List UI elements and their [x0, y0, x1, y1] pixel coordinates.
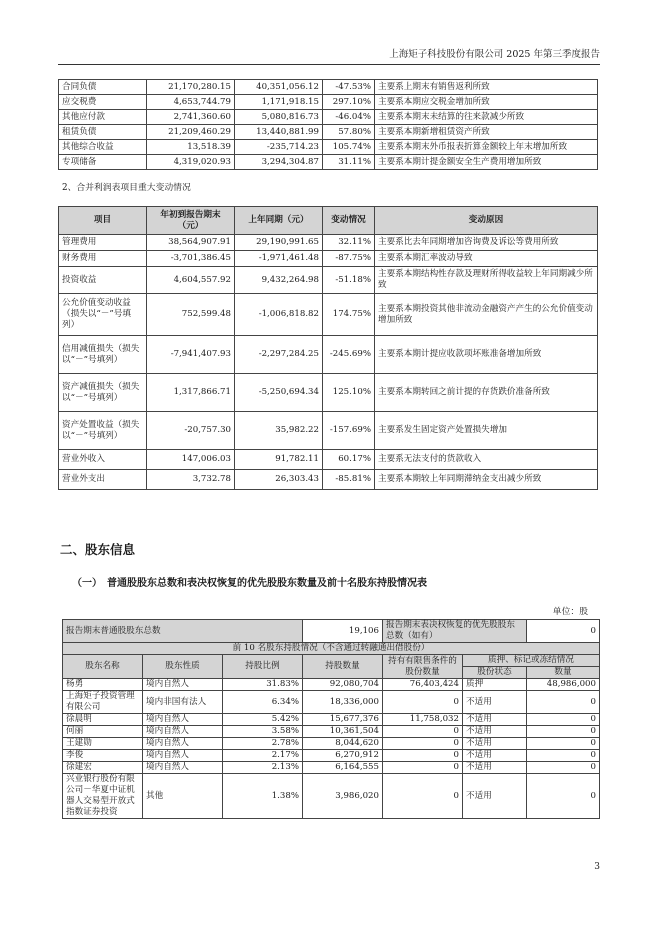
- shareholder-nature: 境内自然人: [143, 738, 223, 750]
- row-current-value: 4,319,020.93: [147, 155, 235, 170]
- shareholder-pledge-status: 质押: [463, 679, 527, 691]
- row-reason: 主要系上期末有销售返利所致: [375, 80, 598, 95]
- shareholder-pledge-amount: 0: [527, 738, 600, 750]
- row-change: -51.18%: [323, 267, 375, 294]
- shareholder-ratio: 5.42%: [223, 714, 303, 726]
- row-reason: 主要系本期计提应收款项坏账准备增加所致: [375, 336, 598, 374]
- row-change: 174.75%: [323, 294, 375, 336]
- shareholder-restricted: 0: [383, 762, 463, 774]
- row-prior-value: 13,440,881.99: [235, 125, 323, 140]
- shareholder-pledge-amount: 0: [527, 762, 600, 774]
- income-header-change: 变动情况: [323, 207, 375, 235]
- shareholder-pledge-status: 不适用: [463, 691, 527, 714]
- shareholder-nature: 境内自然人: [143, 714, 223, 726]
- row-current-value: 21,170,280.15: [147, 80, 235, 95]
- income-header-reason: 变动原因: [375, 207, 598, 235]
- shareholder-nature: 境内自然人: [143, 726, 223, 738]
- shareholder-ratio: 2.78%: [223, 738, 303, 750]
- income-header-current: 年初到报告期末（元）: [147, 207, 235, 235]
- shareholder-pledge-status: 不适用: [463, 726, 527, 738]
- row-prior-value: -235,714.23: [235, 140, 323, 155]
- shareholder-pledge-amount: 0: [527, 714, 600, 726]
- row-reason: 主要系比去年同期增加咨询费及诉讼等费用所致: [375, 235, 598, 251]
- table-row: [63, 714, 600, 726]
- row-reason: 主要系本期结构性存款及理财所得收益较上年同期减少所致: [375, 267, 598, 294]
- shareholder-qty: 10,361,504: [303, 726, 383, 738]
- sh-header-restricted: 持有有限售条件的股份数量: [383, 655, 463, 679]
- unit-label: 单位：股: [552, 607, 588, 617]
- table-row: [59, 412, 598, 450]
- shareholder-name: 何丽: [63, 726, 143, 738]
- sh-header-nature: 股东性质: [143, 655, 223, 679]
- shareholder-name: 徐晨明: [63, 714, 143, 726]
- shareholder-nature: 境内自然人: [143, 750, 223, 762]
- shareholder-name: 杨勇: [63, 679, 143, 691]
- table-row: [59, 125, 598, 140]
- income-section-title: 2、合并利润表项目重大变动情况: [62, 183, 191, 193]
- row-item: 投资收益: [59, 267, 147, 294]
- sh-header-pledge: 质押、标记或冻结情况: [463, 655, 600, 667]
- pref-shareholders-value: 0: [527, 620, 600, 643]
- shareholder-restricted: 0: [383, 750, 463, 762]
- row-prior-value: 26,303.43: [235, 470, 323, 490]
- row-current-value: 147,006.03: [147, 450, 235, 470]
- shareholder-name: 王建勋: [63, 738, 143, 750]
- row-change: -245.69%: [323, 336, 375, 374]
- table-row: [63, 774, 600, 819]
- row-prior-value: 29,190,991.65: [235, 235, 323, 251]
- shareholder-qty: 18,336,000: [303, 691, 383, 714]
- balance-sheet-change-table: [58, 79, 598, 170]
- shareholder-ratio: 2.17%: [223, 750, 303, 762]
- shareholder-restricted: 11,758,032: [383, 714, 463, 726]
- row-current-value: 38,564,907.91: [147, 235, 235, 251]
- row-item: 营业外收入: [59, 450, 147, 470]
- sh-header-status: 股份状态: [463, 667, 527, 679]
- row-item: 管理费用: [59, 235, 147, 251]
- row-prior-value: 40,351,056.12: [235, 80, 323, 95]
- row-current-value: 1,317,866.71: [147, 374, 235, 412]
- shareholder-qty: 6,270,912: [303, 750, 383, 762]
- row-item: 财务费用: [59, 251, 147, 267]
- shareholder-qty: 92,080,704: [303, 679, 383, 691]
- row-prior-value: -5,250,694.34: [235, 374, 323, 412]
- table-row: [59, 294, 598, 336]
- row-item: 公允价值变动收益（损失以“－”号填列）: [59, 294, 147, 336]
- row-prior-value: 5,080,816.73: [235, 110, 323, 125]
- row-prior-value: -1,006,818.82: [235, 294, 323, 336]
- row-change: -85.81%: [323, 470, 375, 490]
- row-item: 专项储备: [59, 155, 147, 170]
- shareholder-name: 上海矩子投资管理有限公司: [63, 691, 143, 714]
- shareholder-restricted: 0: [383, 726, 463, 738]
- shareholder-restricted: 76,403,424: [383, 679, 463, 691]
- sh-header-amount: 数量: [527, 667, 600, 679]
- table-row: [63, 679, 600, 691]
- row-prior-value: -1,971,461.48: [235, 251, 323, 267]
- shareholder-qty: 3,986,020: [303, 774, 383, 819]
- table-row: [59, 235, 598, 251]
- section-shareholder-title: 二、股东信息: [60, 542, 136, 557]
- row-reason: 主要系本期末未结算的往来款减少所致: [375, 110, 598, 125]
- row-change: -47.53%: [323, 80, 375, 95]
- row-change: 31.11%: [323, 155, 375, 170]
- shareholder-restricted: 0: [383, 691, 463, 714]
- table-row: [63, 762, 600, 774]
- shareholder-ratio: 2.13%: [223, 762, 303, 774]
- shareholder-pledge-status: 不适用: [463, 738, 527, 750]
- shareholder-nature: 其他: [143, 774, 223, 819]
- row-current-value: 13,518.39: [147, 140, 235, 155]
- row-change: 105.74%: [323, 140, 375, 155]
- sh-header-name: 股东名称: [63, 655, 143, 679]
- row-current-value: 4,604,557.92: [147, 267, 235, 294]
- table-row: [59, 110, 598, 125]
- shareholder-nature: 境内自然人: [143, 762, 223, 774]
- row-change: 57.80%: [323, 125, 375, 140]
- row-change: 125.10%: [323, 374, 375, 412]
- shareholder-restricted: 0: [383, 738, 463, 750]
- sh-header-qty: 持股数量: [303, 655, 383, 679]
- shareholder-pledge-amount: 0: [527, 750, 600, 762]
- row-reason: 主要系本期计提金额安全生产费用增加所致: [375, 155, 598, 170]
- table-row: [63, 750, 600, 762]
- income-header-prior: 上年同期（元）: [235, 207, 323, 235]
- row-change: -87.75%: [323, 251, 375, 267]
- income-header-item: 项目: [59, 207, 147, 235]
- pref-shareholders-label: 报告期末表决权恢复的优先股股东总数（如有）: [383, 620, 527, 643]
- table-row: [59, 336, 598, 374]
- page-number: 3: [594, 862, 600, 872]
- shareholder-pledge-amount: 48,986,000: [527, 679, 600, 691]
- table-row: [59, 95, 598, 110]
- shareholder-pledge-status: 不适用: [463, 774, 527, 819]
- row-reason: 主要系本期转回之前计提的存货跌价准备所致: [375, 374, 598, 412]
- row-current-value: 2,741,360.60: [147, 110, 235, 125]
- row-item: 信用减值损失（损失以“－”号填列）: [59, 336, 147, 374]
- row-reason: 主要系本期应交税金增加所致: [375, 95, 598, 110]
- shareholder-pledge-status: 不适用: [463, 762, 527, 774]
- total-shareholders-value: 19,106: [303, 620, 383, 643]
- shareholder-restricted: 0: [383, 774, 463, 819]
- row-prior-value: 91,782.11: [235, 450, 323, 470]
- shareholder-ratio: 1.38%: [223, 774, 303, 819]
- shareholder-ratio: 3.58%: [223, 726, 303, 738]
- row-reason: 主要系本期末外币报表折算金额较上年末增加所致: [375, 140, 598, 155]
- header-divider: [58, 64, 600, 65]
- table-row: [59, 267, 598, 294]
- row-prior-value: 1,171,918.15: [235, 95, 323, 110]
- shareholder-table: [62, 619, 600, 819]
- total-shareholders-label: 报告期末普通股股东总数: [63, 620, 303, 643]
- row-current-value: -7,941,407.93: [147, 336, 235, 374]
- row-reason: 主要系无法支付的货款收入: [375, 450, 598, 470]
- table-row: [59, 374, 598, 412]
- row-current-value: 752,599.48: [147, 294, 235, 336]
- row-item: 其他综合收益: [59, 140, 147, 155]
- row-item: 资产处置收益（损失以“－”号填列）: [59, 412, 147, 450]
- row-item: 应交税费: [59, 95, 147, 110]
- shareholder-name: 李俊: [63, 750, 143, 762]
- row-item: 资产减值损失（损失以“－”号填列）: [59, 374, 147, 412]
- table-row: [59, 140, 598, 155]
- shareholder-qty: 6,164,555: [303, 762, 383, 774]
- table-row: [59, 251, 598, 267]
- shareholder-nature: 境内自然人: [143, 679, 223, 691]
- shareholder-pledge-amount: 0: [527, 691, 600, 714]
- row-current-value: 4,653,744.79: [147, 95, 235, 110]
- row-prior-value: -2,297,284.25: [235, 336, 323, 374]
- shareholder-qty: 8,044,620: [303, 738, 383, 750]
- row-change: 297.10%: [323, 95, 375, 110]
- shareholder-qty: 15,677,376: [303, 714, 383, 726]
- table-row: [63, 691, 600, 714]
- top10-title: 前 10 名股东持股情况（不含通过转融通出借股份）: [63, 643, 600, 655]
- table-row: [59, 80, 598, 95]
- shareholder-nature: 境内非国有法人: [143, 691, 223, 714]
- shareholder-pledge-status: 不适用: [463, 750, 527, 762]
- shareholder-pledge-status: 不适用: [463, 714, 527, 726]
- row-reason: 主要系本期新增租赁资产所致: [375, 125, 598, 140]
- shareholder-pledge-amount: 0: [527, 726, 600, 738]
- row-current-value: -20,757.30: [147, 412, 235, 450]
- table-row: [59, 155, 598, 170]
- table-row: [59, 470, 598, 490]
- row-change: 32.11%: [323, 235, 375, 251]
- table-row: [63, 738, 600, 750]
- row-current-value: 21,209,460.29: [147, 125, 235, 140]
- shareholder-name: 徐建宏: [63, 762, 143, 774]
- row-prior-value: 3,294,304.87: [235, 155, 323, 170]
- row-current-value: 3,732.78: [147, 470, 235, 490]
- row-reason: 主要系本期投资其他非流动金融资产产生的公允价值变动增加所致: [375, 294, 598, 336]
- table-row: [63, 726, 600, 738]
- table-row: [59, 450, 598, 470]
- row-prior-value: 35,982.22: [235, 412, 323, 450]
- row-reason: 主要系本期较上年同期滞纳金支出减少所致: [375, 470, 598, 490]
- sh-header-ratio: 持股比例: [223, 655, 303, 679]
- row-prior-value: 9,432,264.98: [235, 267, 323, 294]
- row-item: 其他应付款: [59, 110, 147, 125]
- shareholder-ratio: 6.34%: [223, 691, 303, 714]
- row-item: 营业外支出: [59, 470, 147, 490]
- subsection-title: （一） 普通股股东总数和表决权恢复的优先股股东数量及前十名股东持股情况表: [72, 578, 427, 589]
- row-item: 租赁负债: [59, 125, 147, 140]
- row-change: -157.69%: [323, 412, 375, 450]
- report-header-title: 上海矩子科技股份有限公司 2025 年第三季度报告: [389, 49, 600, 60]
- row-reason: 主要系发生固定资产处置损失增加: [375, 412, 598, 450]
- income-statement-change-table: [58, 206, 598, 490]
- row-item: 合同负债: [59, 80, 147, 95]
- row-change: 60.17%: [323, 450, 375, 470]
- shareholder-ratio: 31.83%: [223, 679, 303, 691]
- shareholder-name: 兴业银行股份有限公司－华夏中证机器人交易型开放式指数证券投资: [63, 774, 143, 819]
- row-change: -46.04%: [323, 110, 375, 125]
- shareholder-pledge-amount: 0: [527, 774, 600, 819]
- row-current-value: -3,701,386.45: [147, 251, 235, 267]
- row-reason: 主要系本期汇率波动导致: [375, 251, 598, 267]
